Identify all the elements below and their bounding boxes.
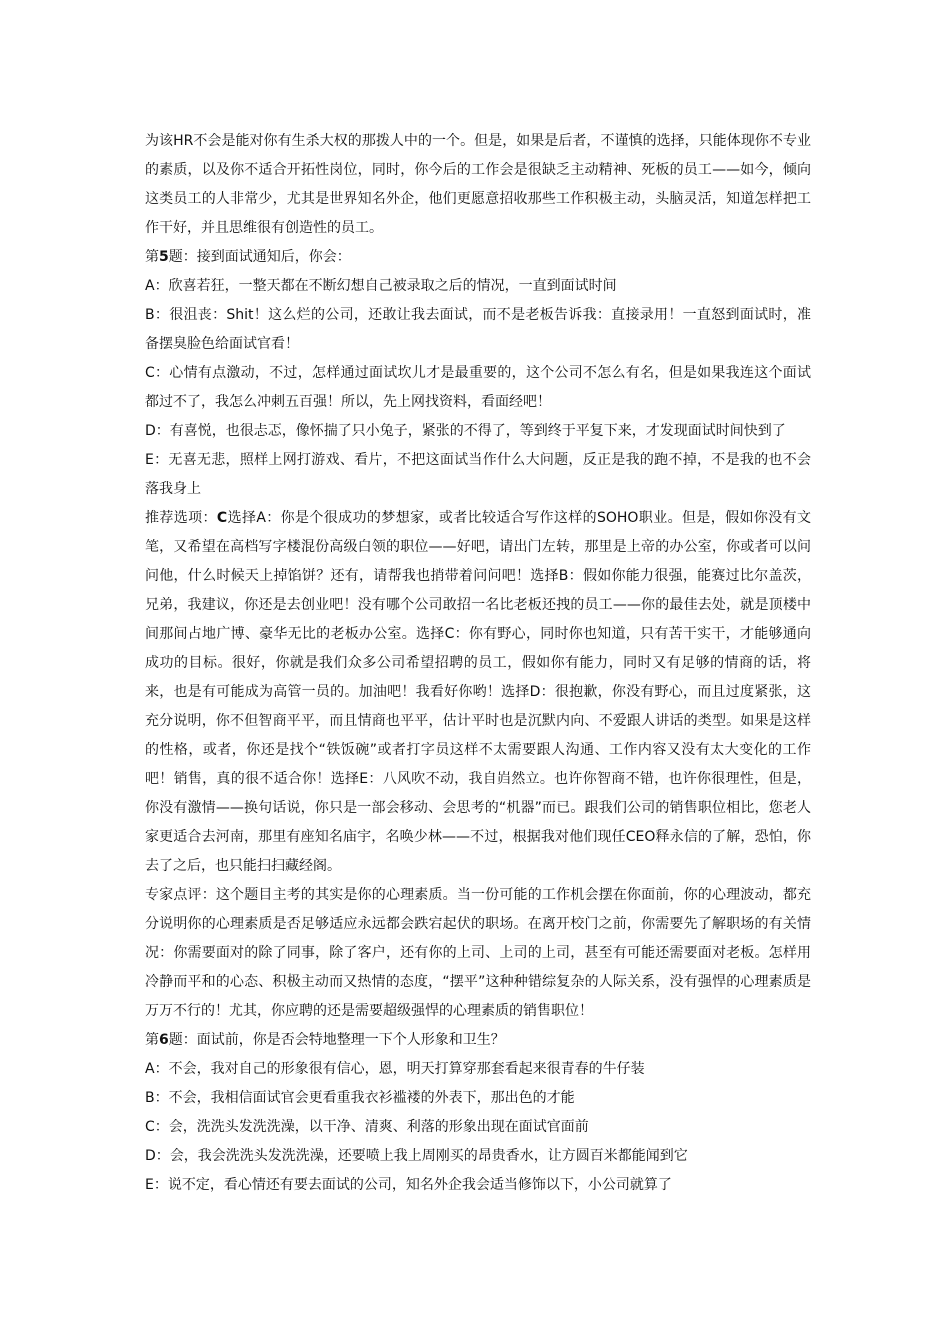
expert-comment-paragraph xyxy=(145,881,811,1026)
recommended-option-letter: C xyxy=(216,510,228,526)
text-run: 第 xyxy=(145,1032,159,1048)
text-run: 题：接到面试通知后，你会： xyxy=(168,249,351,265)
option-d xyxy=(145,1142,811,1171)
option-e xyxy=(145,446,811,504)
text-run: A：不会，我对自己的形象很有信心，恩，明天打算穿那套看起来很青春的牛仔装 xyxy=(145,1061,645,1077)
question-number: 6 xyxy=(159,1032,169,1048)
recommended-option-paragraph xyxy=(145,504,811,881)
option-c xyxy=(145,1113,811,1142)
question-6-heading xyxy=(145,1026,811,1055)
text-run: 第 xyxy=(145,249,159,265)
option-e xyxy=(145,1171,811,1200)
document-body xyxy=(145,127,811,1200)
text-run: C：心情有点激动，不过，怎样通过面试坎儿才是最重要的，这个公司不怎么有名，但是如果我连这个面试都过不了，我怎么冲刺五百强！所以，先上网找资料，看面经吧！ xyxy=(145,365,811,410)
text-run: 为该HR不会是能对你有生杀大权的那拨人中的一个。但是，如果是后者，不谨慎的选择，只能体现你不专业的素质，以及你不适合开拓性岗位，同时，你今后的工作会是很缺乏主动精神、死板的员工——如今，倾向这类员工的人非常少，尤其是世界知名外企，他们更愿意招收那些工作积极主动，头脑灵活，知道怎样把工作干好，并且思维很有创造性的员工。 xyxy=(145,133,811,236)
option-c xyxy=(145,359,811,417)
option-d xyxy=(145,417,811,446)
text-run: E：无喜无悲，照样上网打游戏、看片，不把这面试当作什么大问题，反正是我的跑不掉，不是我的也不会落我身上 xyxy=(145,452,811,497)
text-run: 专家点评：这个题目主考的其实是你的心理素质。当一份可能的工作机会摆在你面前，你的心理波动，都充分说明你的心理素质是否足够适应永远都会跌宕起伏的职场。在离开校门之前，你需要先了解职场的有关情况：你需要面对的除了同事，除了客户，还有你的上司、上司的上司，甚至有可能还需要面对老板。怎样用冷静而平和的心态、积极主动而又热情的态度，“摆平”这种种错综复杂的人际关系，没有强悍的心理素质是万万不行的！尤其，你应聘的还是需要超级强悍的心理素质的销售职位！ xyxy=(145,887,811,1019)
text-run: C：会，洗洗头发洗洗澡，以干净、清爽、利落的形象出现在面试官面前 xyxy=(145,1119,589,1135)
text-run: 选择A：你是个很成功的梦想家，或者比较适合写作这样的SOHO职业。但是，假如你没有文笔，又希望在高档写字楼混份高级白领的职位——好吧，请出门左转，那里是上帝的办公室，你或者可以问问他，什么时候天上掉馅饼？还有，请帮我也捎带着问问吧！选择B：假如你能力很强，能赛过比尔盖茨，兄弟，我建议，你还是去创业吧！没有哪个公司敢招一名比老板还拽的员工——你的最佳去处，就是顶楼中间那间占地广博、豪华无比的老板办公室。选择C：你有野心，同时你也知道，只有苦干实干，才能够通向成功的目标。很好，你就是我们众多公司希望招聘的员工，假如你有能力，同时又有足够的情商的话，将来，也是有可能成为高管一员的。加油吧！我看好你哟！选择D：很抱歉，你没有野心，而且过度紧张，这充分说明，你不但智商平平，而且情商也平平，估计平时也是沉默内向、不爱跟人讲话的类型。如果是这样的性格，或者，你还是找个“铁饭碗”或者打字员这样不太需要跟人沟通、工作内容又没有太大变化的工作吧！销售，真的很不适合你！选择E：八风吹不动，我自岿然立。也许你智商不错，也许你很理性，但是，你没有激情——换句话说，你只是一部会移动、会思考的“机器”而已。跟我们公司的销售职位相比，您老人家更适合去河南，那里有座知名庙宇，名唤少林——不过，根据我对他们现任CEO释永信的了解，恐怕，你去了之后，也只能扫扫藏经阁。 xyxy=(145,510,812,874)
option-a xyxy=(145,272,811,301)
question-5-heading xyxy=(145,243,811,272)
text-run: B：不会，我相信面试官会更看重我衣衫褴褛的外表下，那出色的才能 xyxy=(145,1090,575,1106)
text-run: 题：面试前，你是否会特地整理一下个人形象和卫生？ xyxy=(168,1032,505,1048)
question-number: 5 xyxy=(159,249,169,265)
option-a xyxy=(145,1055,811,1084)
text-run: A：欣喜若狂，一整天都在不断幻想自己被录取之后的情况，一直到面试时间 xyxy=(145,278,617,294)
text-run: D：会，我会洗洗头发洗洗澡，还要喷上我上周刚买的昂贵香水，让方圆百米都能闻到它 xyxy=(145,1148,688,1164)
option-b xyxy=(145,1084,811,1113)
text-run: E：说不定，看心情还有要去面试的公司，知名外企我会适当修饰以下，小公司就算了 xyxy=(145,1177,672,1193)
paragraph-continuation xyxy=(145,127,811,243)
text-run: 推荐选项： xyxy=(145,510,217,526)
text-run: B：很沮丧：Shit！这么烂的公司，还敢让我去面试，而不是老板告诉我：直接录用！一直怒到面试时，准备摆臭脸色给面试官看！ xyxy=(145,307,811,352)
text-run: D：有喜悦，也很忐忑，像怀揣了只小兔子，紧张的不得了，等到终于平复下来，才发现面试时间快到了 xyxy=(145,423,786,439)
option-b xyxy=(145,301,811,359)
